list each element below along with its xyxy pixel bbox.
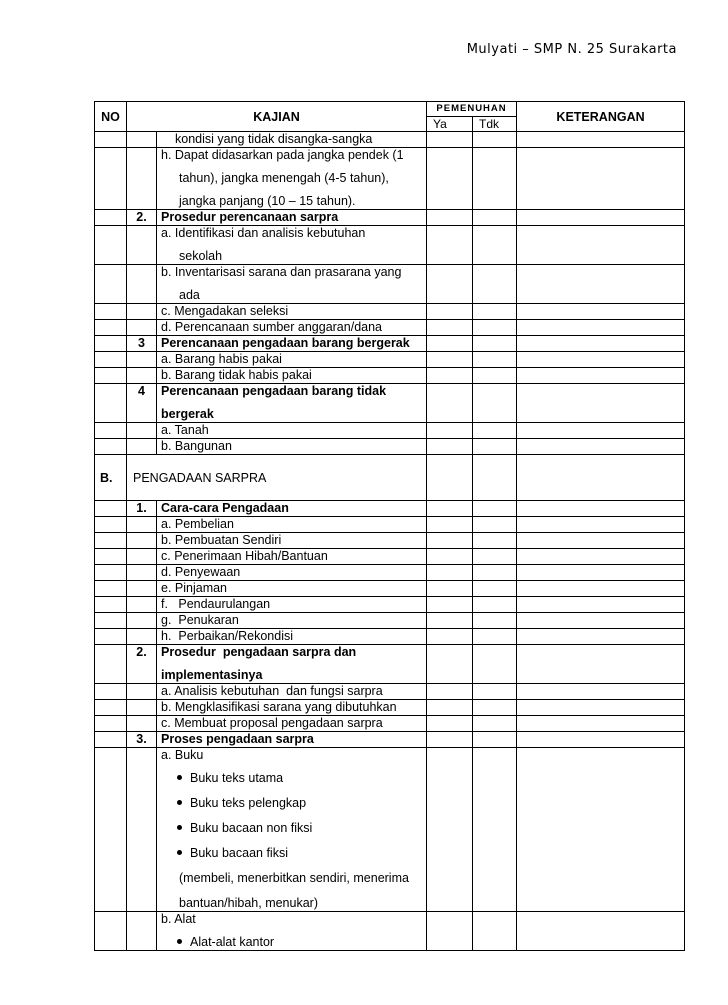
tdk-cell[interactable] [473, 148, 517, 210]
table-row [95, 226, 685, 265]
item-number: 2. [127, 645, 157, 684]
keterangan-cell[interactable] [517, 384, 685, 423]
tdk-cell[interactable] [473, 352, 517, 368]
kajian-text: a. Analisis kebutuhan dan fungsi sarpra [157, 684, 427, 700]
table-row [95, 684, 685, 700]
table-row [95, 565, 685, 581]
tdk-cell[interactable] [473, 549, 517, 565]
table-row [95, 533, 685, 549]
tdk-cell[interactable] [473, 517, 517, 533]
keterangan-cell[interactable] [517, 320, 685, 336]
tdk-cell[interactable] [473, 423, 517, 439]
bullet-item: Buku teks utama [161, 771, 426, 786]
kajian-heading: Perencanaan pengadaan barang bergerak [157, 336, 427, 352]
kajian-heading: implementasinya [161, 668, 263, 682]
ya-cell[interactable] [427, 265, 473, 304]
table-row [95, 352, 685, 368]
table-row [95, 549, 685, 565]
item-number: 2. [127, 210, 157, 226]
ya-cell[interactable] [427, 597, 473, 613]
table-row [95, 368, 685, 384]
keterangan-cell[interactable] [517, 613, 685, 629]
table-row [95, 629, 685, 645]
tdk-cell[interactable] [473, 645, 517, 684]
kajian-heading: Proses pengadaan sarpra [157, 732, 427, 748]
tdk-cell[interactable] [473, 581, 517, 597]
tdk-cell[interactable] [473, 226, 517, 265]
ya-cell[interactable] [427, 132, 473, 148]
tdk-cell[interactable] [473, 700, 517, 716]
keterangan-cell[interactable] [517, 352, 685, 368]
kajian-text: bantuan/hibah, menukar) [179, 896, 318, 910]
keterangan-cell[interactable] [517, 549, 685, 565]
tdk-cell[interactable] [473, 132, 517, 148]
kajian-text: f. Pendaurulangan [157, 597, 427, 613]
kajian-text: sekolah [179, 249, 223, 263]
ya-cell[interactable] [427, 629, 473, 645]
ya-cell[interactable] [427, 716, 473, 732]
table-row [95, 700, 685, 716]
kajian-text: a. Tanah [157, 423, 427, 439]
keterangan-cell[interactable] [517, 565, 685, 581]
keterangan-cell[interactable] [517, 581, 685, 597]
bullet-item: Buku bacaan fiksi [161, 846, 426, 861]
keterangan-cell[interactable] [517, 439, 685, 455]
keterangan-cell[interactable] [517, 700, 685, 716]
kajian-heading: Cara-cara Pengadaan [157, 501, 427, 517]
ya-cell[interactable] [427, 455, 473, 501]
col-ya-header: Ya [427, 117, 473, 132]
keterangan-cell[interactable] [517, 716, 685, 732]
evaluation-table [94, 101, 685, 951]
tdk-cell[interactable] [473, 684, 517, 700]
ya-cell[interactable] [427, 320, 473, 336]
table-row [95, 439, 685, 455]
keterangan-cell[interactable] [517, 148, 685, 210]
table-row [95, 132, 685, 148]
tdk-cell[interactable] [473, 455, 517, 501]
col-tdk-header: Tdk [473, 117, 517, 132]
table-row [95, 320, 685, 336]
tdk-cell[interactable] [473, 304, 517, 320]
section-title: PENGADAAN SARPRA [127, 455, 427, 501]
keterangan-cell[interactable] [517, 645, 685, 684]
kajian-text: d. Penyewaan [157, 565, 427, 581]
tdk-cell[interactable] [473, 336, 517, 352]
tdk-cell[interactable] [473, 384, 517, 423]
kajian-text: b. Inventarisasi sarana dan prasarana yang [161, 265, 402, 279]
ya-cell[interactable] [427, 226, 473, 265]
table-row [95, 748, 685, 912]
table-row [95, 613, 685, 629]
tdk-cell[interactable] [473, 613, 517, 629]
kajian-text: h. Perbaikan/Rekondisi [157, 629, 427, 645]
bullet-icon [177, 825, 182, 830]
ya-cell[interactable] [427, 684, 473, 700]
keterangan-cell[interactable] [517, 748, 685, 912]
keterangan-cell[interactable] [517, 455, 685, 501]
kajian-text: b. Bangunan [157, 439, 427, 455]
keterangan-cell[interactable] [517, 597, 685, 613]
keterangan-cell[interactable] [517, 684, 685, 700]
ya-cell[interactable] [427, 613, 473, 629]
keterangan-cell[interactable] [517, 629, 685, 645]
bullet-icon [177, 939, 182, 944]
bullet-icon [177, 800, 182, 805]
kajian-heading: Perencanaan pengadaan barang tidak [161, 384, 387, 398]
tdk-cell[interactable] [473, 501, 517, 517]
table-row [95, 336, 685, 352]
kajian-text: b. Pembuatan Sendiri [157, 533, 427, 549]
bullet-item: Buku teks pelengkap [161, 796, 426, 811]
section-row [95, 455, 685, 501]
ya-cell[interactable] [427, 423, 473, 439]
ya-cell[interactable] [427, 384, 473, 423]
table-row [95, 210, 685, 226]
kajian-heading: Prosedur pengadaan sarpra dan [161, 645, 357, 659]
keterangan-cell[interactable] [517, 912, 685, 951]
tdk-cell[interactable] [473, 320, 517, 336]
ya-cell[interactable] [427, 148, 473, 210]
keterangan-cell[interactable] [517, 501, 685, 517]
kajian-text: kondisi yang tidak disangka-sangka [157, 132, 427, 148]
tdk-cell[interactable] [473, 439, 517, 455]
ya-cell[interactable] [427, 304, 473, 320]
keterangan-cell[interactable] [517, 517, 685, 533]
kajian-text: b. Mengklasifikasi sarana yang dibutuhkan [157, 700, 427, 716]
keterangan-cell[interactable] [517, 210, 685, 226]
tdk-cell[interactable] [473, 629, 517, 645]
table-row [95, 716, 685, 732]
kajian-text: ada [179, 288, 200, 302]
kajian-text: a. Identifikasi dan analisis kebutuhan [161, 226, 366, 240]
bullet-icon [177, 775, 182, 780]
ya-cell[interactable] [427, 549, 473, 565]
tdk-cell[interactable] [473, 565, 517, 581]
col-kajian-header: KAJIAN [127, 102, 427, 132]
kajian-heading: Prosedur perencanaan sarpra [157, 210, 427, 226]
ya-cell[interactable] [427, 700, 473, 716]
kajian-text: h. Dapat didasarkan pada jangka pendek (1 [161, 148, 404, 162]
item-number: 3 [127, 336, 157, 352]
ya-cell[interactable] [427, 439, 473, 455]
ya-cell[interactable] [427, 501, 473, 517]
ya-cell[interactable] [427, 517, 473, 533]
keterangan-cell[interactable] [517, 265, 685, 304]
kajian-text: e. Pinjaman [157, 581, 427, 597]
tdk-cell[interactable] [473, 748, 517, 912]
tdk-cell[interactable] [473, 210, 517, 226]
table-row [95, 148, 685, 210]
col-no-header: NO [95, 102, 127, 132]
table-row [95, 265, 685, 304]
table-row [95, 597, 685, 613]
bullet-item: Alat-alat kantor [161, 935, 426, 950]
ya-cell[interactable] [427, 748, 473, 912]
col-keterangan-header: KETERANGAN [517, 102, 685, 132]
ya-cell[interactable] [427, 368, 473, 384]
col-pemenuhan-header: PEMENUHAN [427, 102, 517, 117]
tdk-cell[interactable] [473, 732, 517, 748]
item-number: 3. [127, 732, 157, 748]
keterangan-cell[interactable] [517, 423, 685, 439]
tdk-cell[interactable] [473, 912, 517, 951]
table-row [95, 912, 685, 951]
kajian-text: c. Membuat proposal pengadaan sarpra [157, 716, 427, 732]
tdk-cell[interactable] [473, 368, 517, 384]
ya-cell[interactable] [427, 352, 473, 368]
bullet-item: Buku bacaan non fiksi [161, 821, 426, 836]
table-row [95, 423, 685, 439]
kajian-text: jangka panjang (10 – 15 tahun). [179, 194, 356, 208]
keterangan-cell[interactable] [517, 226, 685, 265]
kajian-text: a. Buku [161, 748, 204, 762]
table-row [95, 517, 685, 533]
ya-cell[interactable] [427, 565, 473, 581]
table-row [95, 304, 685, 320]
table-row [95, 581, 685, 597]
item-number: 1. [127, 501, 157, 517]
tdk-cell[interactable] [473, 533, 517, 549]
keterangan-cell[interactable] [517, 368, 685, 384]
section-letter: B. [95, 455, 127, 501]
ya-cell[interactable] [427, 645, 473, 684]
kajian-text: (membeli, menerbitkan sendiri, menerima [179, 871, 409, 885]
kajian-text: b. Barang tidak habis pakai [157, 368, 427, 384]
keterangan-cell[interactable] [517, 132, 685, 148]
kajian-text: d. Perencanaan sumber anggaran/dana [157, 320, 427, 336]
tdk-cell[interactable] [473, 716, 517, 732]
kajian-text: c. Mengadakan seleksi [157, 304, 427, 320]
item-number: 4 [127, 384, 157, 423]
keterangan-cell[interactable] [517, 304, 685, 320]
table-row [95, 732, 685, 748]
kajian-text: tahun), jangka menengah (4-5 tahun), [179, 171, 389, 185]
keterangan-cell[interactable] [517, 732, 685, 748]
tdk-cell[interactable] [473, 597, 517, 613]
ya-cell[interactable] [427, 581, 473, 597]
table-row [95, 645, 685, 684]
ya-cell[interactable] [427, 210, 473, 226]
table-row [95, 501, 685, 517]
ya-cell[interactable] [427, 336, 473, 352]
kajian-heading: bergerak [161, 407, 214, 421]
keterangan-cell[interactable] [517, 533, 685, 549]
kajian-text: a. Barang habis pakai [157, 352, 427, 368]
kajian-text: a. Pembelian [157, 517, 427, 533]
kajian-text: b. Alat [161, 912, 196, 926]
keterangan-cell[interactable] [517, 336, 685, 352]
kajian-text: c. Penerimaan Hibah/Bantuan [157, 549, 427, 565]
ya-cell[interactable] [427, 912, 473, 951]
kajian-text: g. Penukaran [157, 613, 427, 629]
ya-cell[interactable] [427, 533, 473, 549]
page-header: Mulyati – SMP N. 25 Surakarta [466, 42, 677, 57]
ya-cell[interactable] [427, 732, 473, 748]
bullet-icon [177, 850, 182, 855]
table-row [95, 384, 685, 423]
tdk-cell[interactable] [473, 265, 517, 304]
